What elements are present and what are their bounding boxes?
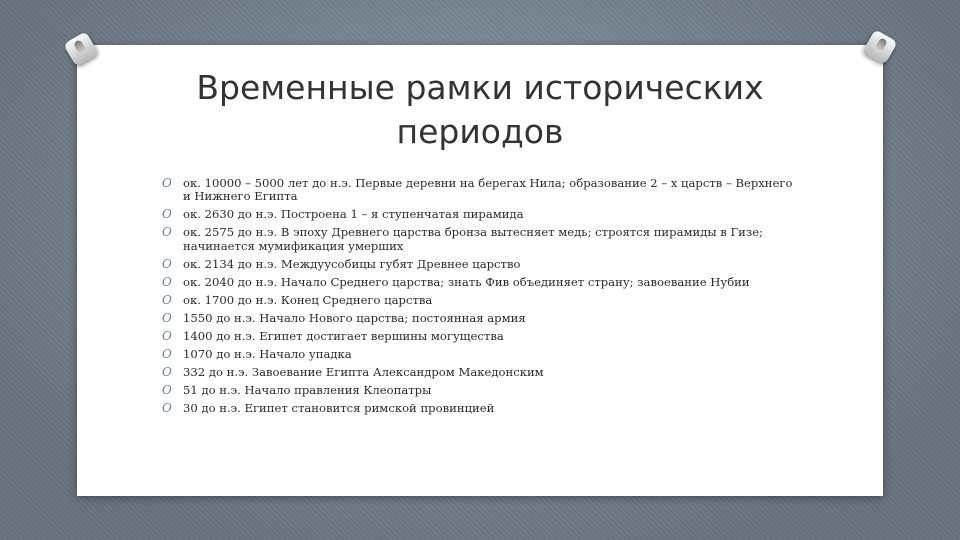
title-line-1: Временные рамки исторических [196, 68, 764, 107]
list-item [162, 294, 802, 307]
list-item [162, 208, 802, 221]
list-item [162, 348, 802, 361]
list-item-text: ок. 2630 до н.э. Построена 1 – я ступенчатая пирамида [183, 207, 524, 222]
list-item [162, 384, 802, 397]
list-item-text: ок. 2134 до н.э. Междуусобицы губят Древнее царство [183, 256, 521, 271]
list-item [162, 366, 802, 379]
list-item-text: 1070 до н.э. Начало упадка [183, 346, 352, 361]
list-item-text: ок. 2040 до н.э. Начало Среднего царства; знать Фив объединяет страну; завоевание Нубии [183, 274, 750, 289]
bullet-icon: O [162, 274, 172, 289]
bullet-icon: O [162, 364, 172, 379]
list-item [162, 258, 802, 271]
list-item-text: ок. 10000 – 5000 лет до н.э. Первые деревни на берегах Нила; образование 2 – х царств – Верхнего и Нижнего Египта [183, 176, 793, 204]
list-item [162, 276, 802, 289]
bullet-icon: O [162, 176, 172, 190]
list-item-text: 51 до н.э. Начало правления Клеопатры [183, 382, 432, 397]
list-item-text: ок. 1700 до н.э. Конец Среднего царства [183, 292, 433, 307]
list-item-text: 30 до н.э. Египет становится римской провинцией [183, 400, 495, 415]
list-item-text: ок. 2575 до н.э. В эпоху Древнего царства бронза вытесняет медь; строятся пирамиды в Гизе; начинается мумификация умерших [183, 225, 763, 253]
bullet-icon: O [162, 256, 172, 271]
bullet-icon: O [162, 328, 172, 343]
slide-title [170, 66, 790, 154]
list-item [162, 226, 802, 253]
bullet-icon: O [162, 292, 172, 307]
bullet-icon: O [162, 346, 172, 361]
timeline-list [162, 177, 802, 420]
title-line-2: периодов [396, 112, 564, 151]
bullet-icon: O [162, 225, 172, 240]
list-item [162, 312, 802, 325]
list-item [162, 330, 802, 343]
bullet-icon: O [162, 382, 172, 397]
list-item [162, 402, 802, 415]
list-item-text: 1550 до н.э. Начало Нового царства; постоянная армия [183, 310, 526, 325]
bullet-icon: O [162, 207, 172, 222]
list-item-text: 332 до н.э. Завоевание Египта Александром Македонским [183, 364, 544, 379]
bullet-icon: O [162, 400, 172, 415]
list-item-text: 1400 до н.э. Египет достигает вершины могущества [183, 328, 504, 343]
list-item [162, 177, 802, 204]
bullet-icon: O [162, 310, 172, 325]
